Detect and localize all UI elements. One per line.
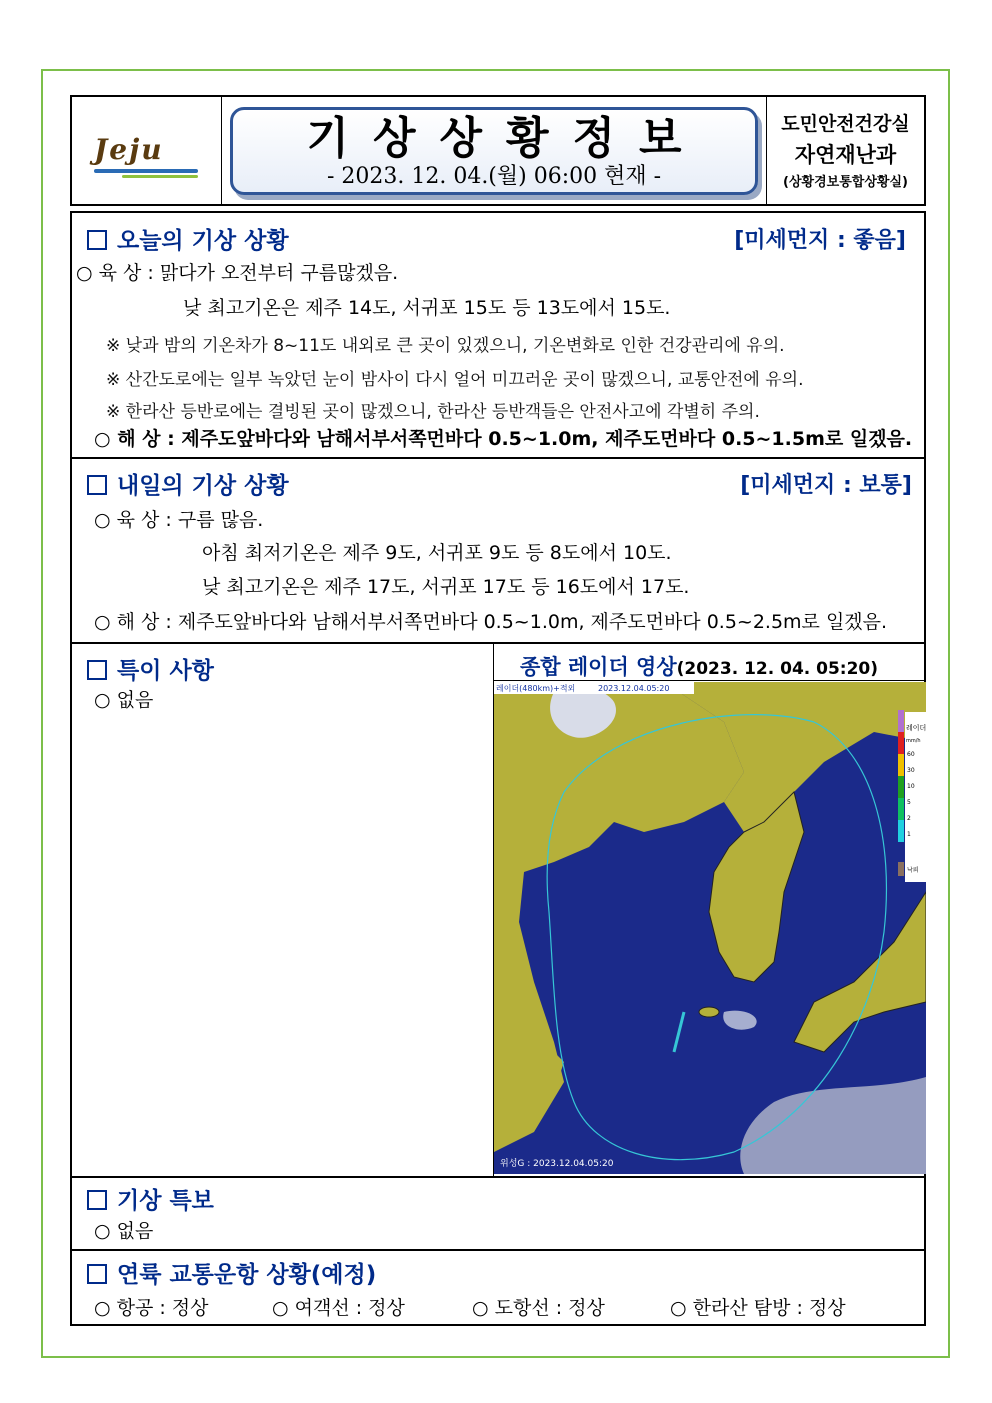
today-note-2: ※ 산간도로에는 일부 녹았던 눈이 밤사이 다시 얼어 미끄러운 곳이 많겠으니, 교통안전에 유의. (106, 370, 804, 390)
legend-swatch (898, 710, 904, 732)
logo-text: Jeju (94, 133, 164, 166)
legend-value: 2 (907, 815, 911, 822)
radar-image (494, 682, 928, 1176)
logo-swoosh-blue (94, 169, 198, 173)
checkbox-icon (87, 1264, 107, 1284)
radar-heading: 종합 레이더 영상(2023. 12. 04. 05:20) (520, 655, 879, 679)
legend-swatch (898, 798, 904, 820)
divider (72, 642, 924, 644)
tomorrow-max-temperature: 낮 최고기온은 제주 17도, 서귀포 17도 등 16도에서 17도. (202, 576, 690, 598)
divider (493, 680, 924, 681)
legend-swatch (898, 862, 904, 876)
traffic-ferry: ○ 여객선 : 정상 (272, 1297, 405, 1319)
land-jeju (699, 1007, 719, 1017)
checkbox-icon (87, 660, 107, 680)
logo-swoosh-green (122, 175, 198, 178)
legend-swatch (898, 776, 904, 798)
legend-value: 60 (907, 751, 915, 758)
satellite-time: 위성G : 2023.12.04.05:20 (500, 1159, 614, 1169)
overlay-time: 2023.12.04.05:20 (598, 684, 670, 693)
warning-section-title: 기상 특보 (87, 1182, 214, 1215)
legend-swatch (898, 754, 904, 776)
department-cell (767, 97, 924, 204)
checkbox-icon (87, 1190, 107, 1210)
legend-extra: 낙뢰 (907, 867, 919, 874)
title-box (230, 107, 758, 195)
traffic-island-ferry: ○ 도항선 : 정상 (472, 1297, 605, 1319)
report-header (70, 95, 926, 206)
checkbox-icon (87, 475, 107, 495)
legend-value: 10 (907, 783, 915, 790)
today-dust-status: [미세먼지 : 좋음] (734, 228, 906, 253)
special-content: ○ 없음 (94, 689, 154, 711)
tomorrow-land-forecast: ○ 육 상 : 구름 많음. (94, 509, 264, 531)
dept-room: (상황경보통합상황실) (783, 175, 908, 190)
legend-swatch (898, 820, 904, 842)
today-sea-forecast: ○ 해 상 : 제주도앞바다와 남해서부서쪽먼바다 0.5~1.0m, 제주도먼바다 0.5~1.5m로 일겠음. (94, 428, 913, 450)
page-title: 기상상황정보 (306, 113, 706, 164)
report-datetime: - 2023. 12. 04.(월) 06:00 현재 - (326, 164, 662, 189)
radar-map (494, 682, 926, 1174)
overlay-label: 레이더(480km)+적외 (496, 684, 576, 693)
today-land-temperature: 낮 최고기온은 제주 14도, 서귀포 15도 등 13도에서 15도. (183, 297, 671, 319)
legend-swatch (898, 732, 904, 754)
special-section-title: 특이 사항 (87, 652, 214, 685)
traffic-air: ○ 항공 : 정상 (94, 1297, 209, 1319)
tomorrow-sea-forecast: ○ 해 상 : 제주도앞바다와 남해서부서쪽먼바다 0.5~1.0m, 제주도먼바다 0.5~2.5m로 일겠음. (94, 611, 888, 633)
divider (72, 457, 924, 459)
tomorrow-dust-status: [미세먼지 : 보통] (740, 473, 912, 498)
today-note-1: ※ 낮과 밤의 기온차가 8~11도 내외로 큰 곳이 있겠으니, 기온변화로 인한 건강관리에 유의. (106, 336, 785, 356)
divider (72, 1176, 924, 1178)
today-section-title: 오늘의 기상 상황 (87, 222, 289, 255)
legend-value: 30 (907, 767, 915, 774)
legend-value: 1 (907, 831, 911, 838)
traffic-section-title: 연륙 교통운항 상황(예정) (87, 1256, 376, 1289)
dept-office: 도민안전건강실 (781, 113, 910, 135)
tomorrow-section-title: 내일의 기상 상황 (87, 467, 289, 500)
divider (72, 1249, 924, 1251)
legend-value: 5 (907, 799, 911, 806)
tomorrow-min-temperature: 아침 최저기온은 제주 9도, 서귀포 9도 등 8도에서 10도. (202, 542, 672, 564)
today-land-forecast: ○ 육 상 : 맑다가 오전부터 구름많겠음. (76, 262, 399, 284)
legend-unit: mm/h (906, 738, 921, 744)
title-cell (222, 97, 767, 204)
dept-division: 자연재난과 (794, 143, 897, 167)
legend-title: 레이더 (906, 724, 926, 732)
traffic-hallasan-trail: ○ 한라산 탐방 : 정상 (670, 1297, 846, 1319)
warning-content: ○ 없음 (94, 1220, 154, 1242)
checkbox-icon (87, 230, 107, 250)
today-note-3: ※ 한라산 등반로에는 결빙된 곳이 많겠으니, 한라산 등반객들은 안전사고에 각별히 주의. (106, 402, 760, 422)
jeju-logo (72, 97, 222, 204)
report-body (70, 211, 926, 1326)
